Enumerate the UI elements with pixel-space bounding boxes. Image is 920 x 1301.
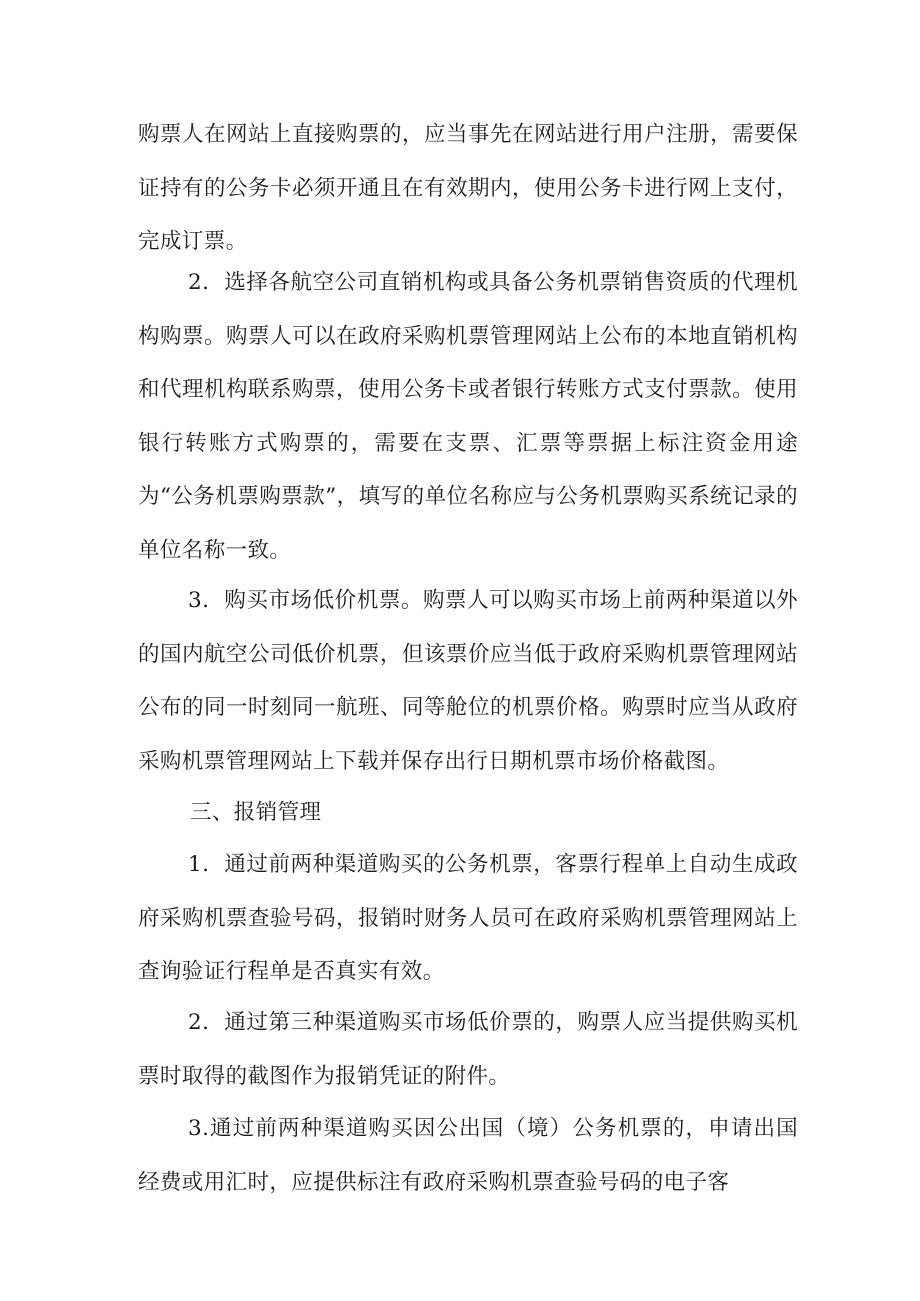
section-heading-reimbursement: 三、报销管理 [190,800,322,825]
paragraph-reimbursement-screenshot: 2．通过第三种渠道购买市场低价票的，购票人应当提供购买机票时取得的截图作为报销凭证的附件。 [138,1010,798,1089]
paragraph-overseas-ticket: 3.通过前两种渠道购买因公出国（境）公务机票的，申请出国经费或用汇时，应提供标注有政府采购机票查验号码的电子客 [138,1116,798,1195]
paragraph-reimbursement-verification: 1．通过前两种渠道购买的公务机票，客票行程单上自动生成政府采购机票查验号码，报销时财务人员可在政府采购机票管理网站上查询验证行程单是否真实有效。 [138,852,798,984]
paragraph-online-purchase: 购票人在网站上直接购票的，应当事先在网站进行用户注册，需要保证持有的公务卡必须开通且在有效期内，使用公务卡进行网上支付，完成订票。 [138,122,798,254]
paragraph-agency-purchase: 2．选择各航空公司直销机构或具备公务机票销售资质的代理机构购票。购票人可以在政府采购机票管理网站上公布的本地直销机构和代理机构联系购票，使用公务卡或者银行转账方式支付票款。使用银行转账方式购票的，需要在支票、汇票等票据上标注资金用途为“公务机票购票款”，填写的单位名称应与公务机票购买系统记录的单位名称一致。 [138,270,798,563]
paragraph-low-price-purchase: 3．购买市场低价机票。购票人可以购买市场上前两种渠道以外的国内航空公司低价机票，但该票价应当低于政府采购机票管理网站公布的同一时刻同一航班、同等舱位的机票价格。购票时应当从政府采购机票管理网站上下载并保存出行日期机票市场价格截图。 [138,588,798,774]
